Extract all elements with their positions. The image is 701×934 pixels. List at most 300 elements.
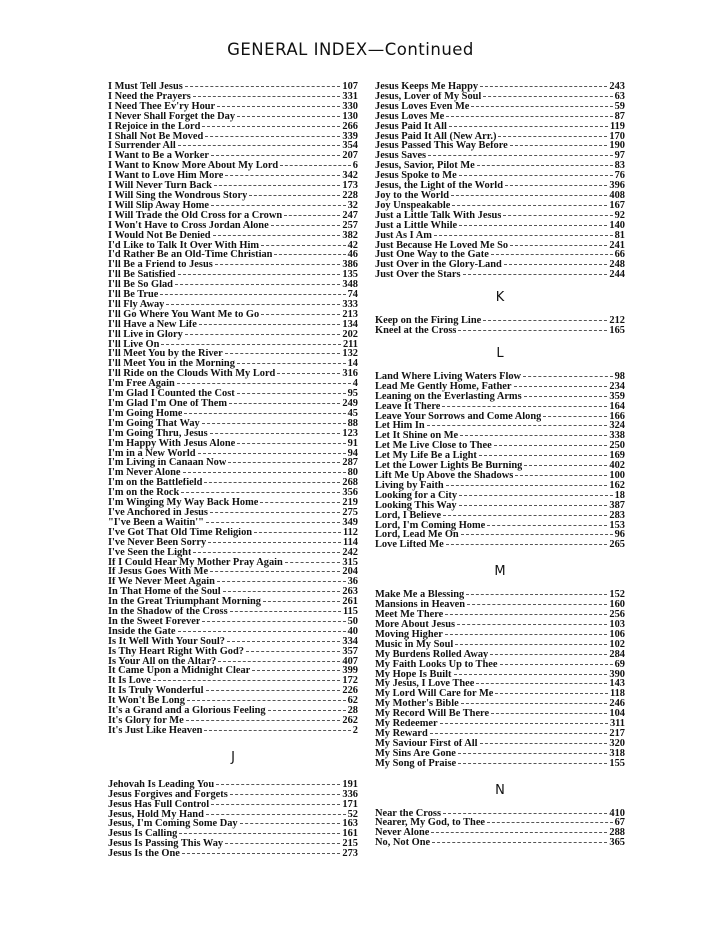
page-number: 155 bbox=[609, 757, 625, 769]
entry-title: Love Lifted Me bbox=[375, 540, 444, 551]
leader-dashes bbox=[202, 423, 346, 424]
page-number: 102 bbox=[609, 638, 625, 650]
leader-dashes bbox=[230, 611, 341, 612]
leader-dashes bbox=[494, 445, 608, 446]
index-entry bbox=[375, 630, 625, 640]
page-number: 356 bbox=[342, 487, 358, 499]
leader-dashes bbox=[445, 614, 607, 615]
page-number: 106 bbox=[609, 628, 625, 640]
entry-title: My Hope Is Built bbox=[375, 669, 452, 680]
entry-title: Jesus Has Full Control bbox=[108, 799, 210, 810]
index-entry bbox=[108, 439, 358, 449]
page-number: 118 bbox=[609, 688, 625, 700]
page-number: 104 bbox=[609, 708, 625, 720]
page-number: 324 bbox=[609, 420, 625, 432]
leader-dashes bbox=[458, 753, 607, 754]
section-letter-k: K bbox=[495, 290, 505, 306]
page-number: 107 bbox=[342, 81, 358, 92]
page-number: 169 bbox=[609, 450, 625, 462]
leader-dashes bbox=[260, 502, 340, 503]
index-entry bbox=[375, 250, 625, 260]
section-j-continued bbox=[375, 82, 625, 280]
index-entry bbox=[375, 441, 625, 451]
page-number: 207 bbox=[342, 150, 358, 162]
entry-title: My Song of Praise bbox=[375, 758, 457, 769]
page-number: 143 bbox=[609, 678, 625, 690]
index-entry bbox=[108, 468, 358, 478]
leader-dashes bbox=[216, 784, 340, 785]
index-entry bbox=[375, 382, 625, 392]
leader-dashes bbox=[206, 690, 341, 691]
entry-title: I'll Ride on the Clouds With My Lord bbox=[108, 369, 276, 380]
leader-dashes bbox=[202, 126, 340, 127]
index-entry bbox=[375, 620, 625, 630]
index-entry bbox=[108, 429, 358, 439]
index-entry bbox=[375, 326, 625, 336]
index-entry bbox=[375, 491, 625, 501]
leader-dashes bbox=[210, 512, 340, 513]
page-number: 164 bbox=[609, 400, 625, 412]
entry-title: Mansions in Heaven bbox=[375, 600, 466, 611]
index-entry bbox=[375, 171, 625, 181]
entry-title: It Is Love bbox=[108, 676, 151, 687]
entry-title: Lord, I'm Coming Home bbox=[375, 520, 486, 531]
page-number: 62 bbox=[347, 695, 358, 707]
page-number: 202 bbox=[342, 328, 358, 340]
leader-dashes bbox=[199, 324, 341, 325]
page-number: 91 bbox=[347, 437, 358, 449]
leader-dashes bbox=[280, 165, 351, 166]
page-number: 402 bbox=[609, 460, 625, 472]
entry-title: Is Your All on the Altar? bbox=[108, 656, 217, 667]
page-number: 173 bbox=[342, 180, 358, 192]
page-number: 191 bbox=[342, 778, 358, 790]
entry-title: My Lord Will Care for Me bbox=[375, 689, 494, 700]
entry-title: My Mother's Bible bbox=[375, 699, 459, 710]
page-number: 96 bbox=[614, 529, 625, 541]
leader-dashes bbox=[153, 680, 341, 681]
page-number: 171 bbox=[342, 798, 358, 810]
entry-title: My Record Will Be There bbox=[375, 709, 490, 720]
index-entry bbox=[375, 689, 625, 699]
page-number: 80 bbox=[347, 467, 358, 479]
page-number: 266 bbox=[342, 120, 358, 132]
entry-title: It's Just Like Heaven bbox=[108, 725, 203, 736]
index-entry bbox=[375, 719, 625, 729]
page-number: 119 bbox=[609, 120, 625, 132]
page-number: 387 bbox=[609, 499, 625, 511]
index-entry bbox=[108, 558, 358, 568]
leader-dashes bbox=[443, 813, 607, 814]
entry-title: Land Where Living Waters Flow bbox=[375, 371, 522, 382]
leader-dashes bbox=[491, 254, 613, 255]
leader-dashes bbox=[480, 743, 608, 744]
leader-dashes bbox=[254, 532, 341, 533]
index-entry bbox=[108, 780, 358, 790]
entry-title: My Redeemer bbox=[375, 719, 438, 730]
entry-title: I'll Go Where You Want Me to Go bbox=[108, 309, 260, 320]
page-number: 268 bbox=[342, 477, 358, 489]
page-number: 228 bbox=[342, 189, 358, 201]
leader-dashes bbox=[227, 641, 340, 642]
section-i bbox=[108, 82, 358, 736]
page-number: 250 bbox=[609, 440, 625, 452]
entry-title: Keep on the Firing Line bbox=[375, 316, 482, 327]
entry-title: Lord, Lead Me On bbox=[375, 530, 459, 541]
page-number: 212 bbox=[609, 315, 625, 327]
leader-dashes bbox=[205, 136, 340, 137]
index-entry bbox=[108, 231, 358, 241]
leader-dashes bbox=[504, 264, 608, 265]
page-number: 160 bbox=[609, 599, 625, 611]
leader-dashes bbox=[461, 534, 613, 535]
page-number: 408 bbox=[609, 189, 625, 201]
leader-dashes bbox=[184, 413, 345, 414]
index-entry bbox=[108, 829, 358, 839]
leader-dashes bbox=[483, 96, 612, 97]
index-entry bbox=[375, 481, 625, 491]
index-entry bbox=[108, 790, 358, 800]
leader-dashes bbox=[268, 710, 346, 711]
index-entry bbox=[108, 419, 358, 429]
leader-dashes bbox=[467, 604, 607, 605]
leader-dashes bbox=[430, 733, 608, 734]
leader-dashes bbox=[452, 205, 607, 206]
entry-title: Is It Well With Your Soul? bbox=[108, 636, 225, 647]
leader-dashes bbox=[543, 416, 607, 417]
page-number: 167 bbox=[609, 199, 625, 211]
leader-dashes bbox=[225, 353, 341, 354]
index-entry bbox=[375, 828, 625, 838]
index-entry bbox=[108, 800, 358, 810]
index-entry bbox=[108, 478, 358, 488]
index-entry bbox=[375, 241, 625, 251]
leader-dashes bbox=[524, 396, 608, 397]
leader-dashes bbox=[431, 832, 607, 833]
leader-dashes bbox=[185, 334, 341, 335]
index-entry bbox=[108, 696, 358, 706]
entry-title: If I Could Hear My Mother Pray Again bbox=[108, 557, 283, 568]
page-number: 83 bbox=[614, 160, 625, 172]
entry-title: It Won't Be Long bbox=[108, 696, 185, 707]
index-entry bbox=[108, 518, 358, 528]
leader-dashes bbox=[208, 542, 341, 543]
page-number: 162 bbox=[609, 479, 625, 491]
page-number: 166 bbox=[609, 410, 625, 422]
index-entry bbox=[108, 409, 358, 419]
leader-dashes bbox=[210, 433, 341, 434]
entry-title: In the Shadow of the Cross bbox=[108, 607, 228, 618]
index-entry bbox=[108, 528, 358, 538]
index-entry bbox=[375, 431, 625, 441]
index-entry bbox=[108, 369, 358, 379]
index-entry bbox=[108, 310, 358, 320]
leader-dashes bbox=[229, 403, 340, 404]
index-entry bbox=[375, 316, 625, 326]
index-entry bbox=[108, 92, 358, 102]
section-j bbox=[108, 780, 358, 859]
entry-title: If Jesus Goes With Me bbox=[108, 567, 209, 578]
index-entry bbox=[375, 640, 625, 650]
index-entry bbox=[108, 399, 358, 409]
index-entry bbox=[375, 699, 625, 709]
entry-title: I've Seen the Light bbox=[108, 547, 192, 558]
page-number: 256 bbox=[609, 609, 625, 621]
index-entry bbox=[108, 458, 358, 468]
entry-title: Leave It There bbox=[375, 401, 441, 412]
index-entry bbox=[108, 488, 358, 498]
index-entry bbox=[108, 498, 358, 508]
leader-dashes bbox=[178, 145, 341, 146]
entry-title: I'm Glad I Counted the Cost bbox=[108, 389, 235, 400]
leader-dashes bbox=[217, 581, 346, 582]
leader-dashes bbox=[161, 344, 341, 345]
entry-title: I Will Never Turn Back bbox=[108, 181, 212, 192]
leader-dashes bbox=[455, 644, 607, 645]
page-number: 215 bbox=[342, 838, 358, 850]
page-number: 172 bbox=[342, 675, 358, 687]
page-number: 4 bbox=[352, 378, 358, 390]
index-entry bbox=[108, 201, 358, 211]
entry-title: I'll Be True bbox=[108, 290, 159, 301]
leader-dashes bbox=[261, 314, 340, 315]
entry-title: Jesus Loves Me bbox=[375, 111, 445, 122]
entry-title: Let It Shine on Me bbox=[375, 431, 459, 442]
index-entry bbox=[108, 637, 358, 647]
entry-title: Looking for a City bbox=[375, 490, 458, 501]
index-entry bbox=[108, 211, 358, 221]
page-number: 52 bbox=[347, 808, 358, 820]
leader-dashes bbox=[215, 264, 341, 265]
index-entry bbox=[375, 530, 625, 540]
entry-title: Jesus Saves bbox=[375, 151, 427, 162]
page-number: 134 bbox=[342, 318, 358, 330]
leader-dashes bbox=[476, 683, 607, 684]
leader-dashes bbox=[446, 116, 612, 117]
entry-title: Joy Unspeakable bbox=[375, 200, 451, 211]
page-number: 242 bbox=[342, 546, 358, 558]
section-l bbox=[375, 372, 625, 550]
entry-title: Jesus, the Light of the World bbox=[375, 181, 503, 192]
leader-dashes bbox=[177, 383, 351, 384]
index-entry bbox=[108, 716, 358, 726]
leader-dashes bbox=[466, 594, 607, 595]
entry-title: Never Alone bbox=[375, 828, 430, 839]
leader-dashes bbox=[211, 155, 340, 156]
entry-title: My Saviour First of All bbox=[375, 738, 478, 749]
entry-title: Just As I Am bbox=[375, 230, 432, 241]
entry-title: Let the Lower Lights Be Burning bbox=[375, 461, 523, 472]
index-entry bbox=[375, 759, 625, 769]
entry-title: My Jesus, I Love Thee bbox=[375, 679, 475, 690]
page-number: 261 bbox=[342, 596, 358, 608]
leader-dashes bbox=[183, 472, 346, 473]
index-entry bbox=[375, 231, 625, 241]
index-entry bbox=[375, 838, 625, 848]
index-entry bbox=[375, 511, 625, 521]
leader-dashes bbox=[446, 485, 608, 486]
leader-dashes bbox=[246, 651, 340, 652]
page-number: 342 bbox=[342, 170, 358, 182]
entry-title: I Want to Love Him More bbox=[108, 171, 224, 182]
entry-title: It's Glory for Me bbox=[108, 716, 184, 726]
page-number: 190 bbox=[609, 140, 625, 152]
page-number: 365 bbox=[609, 837, 625, 849]
section-letter-j: J bbox=[231, 749, 235, 765]
entry-title: Jesus Spoke to Me bbox=[375, 171, 457, 182]
page-number: 336 bbox=[342, 788, 358, 800]
leader-dashes bbox=[178, 274, 341, 275]
entry-title: My Sins Are Gone bbox=[375, 748, 456, 759]
entry-title: In the Sweet Forever bbox=[108, 616, 201, 627]
index-entry bbox=[108, 349, 358, 359]
entry-title: It's a Grand and a Glorious Feeling bbox=[108, 706, 266, 717]
index-entry bbox=[375, 729, 625, 739]
index-entry bbox=[108, 112, 358, 122]
page-number: 135 bbox=[342, 269, 358, 281]
entry-title: Just Because He Loved Me So bbox=[375, 240, 509, 251]
index-entry bbox=[108, 839, 358, 849]
leader-dashes bbox=[263, 601, 340, 602]
entry-title: Jesus Forgives and Forgets bbox=[108, 789, 228, 800]
page-number: 257 bbox=[342, 219, 358, 231]
index-entry bbox=[108, 181, 358, 191]
entry-title: I'm in a New World bbox=[108, 448, 196, 459]
entry-title: Jesus Is Calling bbox=[108, 829, 178, 840]
entry-title: Music in My Soul bbox=[375, 639, 454, 650]
leader-dashes bbox=[480, 86, 607, 87]
page-number: 396 bbox=[609, 180, 625, 192]
leader-dashes bbox=[213, 235, 341, 236]
page-number: 112 bbox=[342, 526, 358, 538]
leader-dashes bbox=[440, 723, 608, 724]
entry-title: Let My Life Be a Light bbox=[375, 451, 477, 462]
page-number: 249 bbox=[342, 398, 358, 409]
index-entry bbox=[375, 521, 625, 531]
leader-dashes bbox=[471, 106, 612, 107]
entry-title: I'll Fly Away bbox=[108, 299, 165, 310]
page-number: 103 bbox=[609, 618, 625, 630]
page-number: 92 bbox=[614, 209, 625, 221]
leader-dashes bbox=[434, 235, 613, 236]
page-number: 123 bbox=[342, 427, 358, 439]
entry-title: I'm Winging My Way Back Home bbox=[108, 498, 259, 509]
entry-title: Kneel at the Cross bbox=[375, 326, 457, 337]
leader-dashes bbox=[503, 215, 612, 216]
page-number: 273 bbox=[342, 848, 358, 860]
index-entry bbox=[108, 657, 358, 667]
index-entry bbox=[108, 122, 358, 132]
leader-dashes bbox=[160, 294, 345, 295]
leader-dashes bbox=[459, 175, 613, 176]
entry-title: I Need the Prayers bbox=[108, 91, 191, 102]
index-entry bbox=[108, 726, 358, 736]
entry-title: I'll Live On bbox=[108, 339, 160, 350]
page-number: 45 bbox=[347, 407, 358, 419]
leader-dashes bbox=[514, 386, 608, 387]
leader-dashes bbox=[198, 453, 346, 454]
leader-dashes bbox=[457, 624, 607, 625]
leader-dashes bbox=[446, 544, 608, 545]
index-entry bbox=[108, 607, 358, 617]
page-number: 348 bbox=[342, 279, 358, 291]
index-entry bbox=[375, 260, 625, 270]
index-entry bbox=[108, 379, 358, 389]
index-entry bbox=[108, 686, 358, 696]
index-entry bbox=[375, 402, 625, 412]
index-entry bbox=[375, 600, 625, 610]
index-entry bbox=[375, 82, 625, 92]
leader-dashes bbox=[454, 674, 608, 675]
leader-dashes bbox=[181, 492, 340, 493]
page-number: 311 bbox=[609, 718, 625, 730]
page-number: 382 bbox=[342, 229, 358, 241]
leader-dashes bbox=[500, 664, 613, 665]
page-number: 163 bbox=[342, 818, 358, 830]
index-entry bbox=[375, 660, 625, 670]
right-column bbox=[375, 82, 625, 848]
index-entry bbox=[108, 340, 358, 350]
index-entry bbox=[108, 151, 358, 161]
entry-title: Jehovah Is Leading You bbox=[108, 779, 215, 790]
index-entry bbox=[375, 590, 625, 600]
index-entry bbox=[108, 221, 358, 231]
leader-dashes bbox=[252, 670, 340, 671]
entry-title: Living by Faith bbox=[375, 480, 444, 491]
page-number: 152 bbox=[609, 589, 625, 601]
index-entry bbox=[108, 449, 358, 459]
page-title: GENERAL INDEX—Continued bbox=[227, 40, 474, 59]
leader-dashes bbox=[166, 304, 340, 305]
entry-title: My Reward bbox=[375, 728, 428, 739]
entry-title: I'll Be Satisfied bbox=[108, 270, 176, 281]
page-number: 98 bbox=[614, 370, 625, 382]
page-number: 165 bbox=[609, 325, 625, 337]
index-entry bbox=[375, 181, 625, 191]
page-number: 46 bbox=[347, 249, 358, 261]
index-entry bbox=[375, 102, 625, 112]
entry-title: Just One Way to the Gate bbox=[375, 250, 489, 261]
index-entry bbox=[108, 627, 358, 637]
leader-dashes bbox=[459, 505, 608, 506]
page-number: 262 bbox=[342, 715, 358, 726]
section-k bbox=[375, 316, 625, 336]
index-entry bbox=[375, 451, 625, 461]
entry-title: Jesus, Savior, Pilot Me bbox=[375, 161, 475, 172]
index-entry bbox=[375, 650, 625, 660]
section-letter-l: L bbox=[496, 345, 504, 361]
index-entry bbox=[108, 260, 358, 270]
page-number: 330 bbox=[342, 100, 358, 112]
index-entry bbox=[108, 132, 358, 142]
leader-dashes bbox=[210, 571, 340, 572]
index-entry bbox=[375, 270, 625, 280]
index-entry bbox=[108, 508, 358, 518]
index-entry bbox=[108, 548, 358, 558]
page-number: 265 bbox=[609, 539, 625, 551]
entry-title: Jesus Keeps Me Happy bbox=[375, 82, 479, 92]
entry-title: In the Great Triumphant Morning bbox=[108, 597, 261, 608]
entry-title: Lift Me Up Above the Shadows bbox=[375, 471, 514, 481]
entry-title: In That Home of the Soul bbox=[108, 587, 221, 598]
entry-title: I'm Never Alone bbox=[108, 468, 181, 479]
entry-title: Jesus Paid It All bbox=[375, 121, 447, 132]
entry-title: Jesus, Lover of My Soul bbox=[375, 91, 482, 102]
left-column bbox=[108, 82, 358, 859]
leader-dashes bbox=[460, 435, 607, 436]
page-number: 6 bbox=[352, 160, 358, 172]
index-entry bbox=[375, 372, 625, 382]
